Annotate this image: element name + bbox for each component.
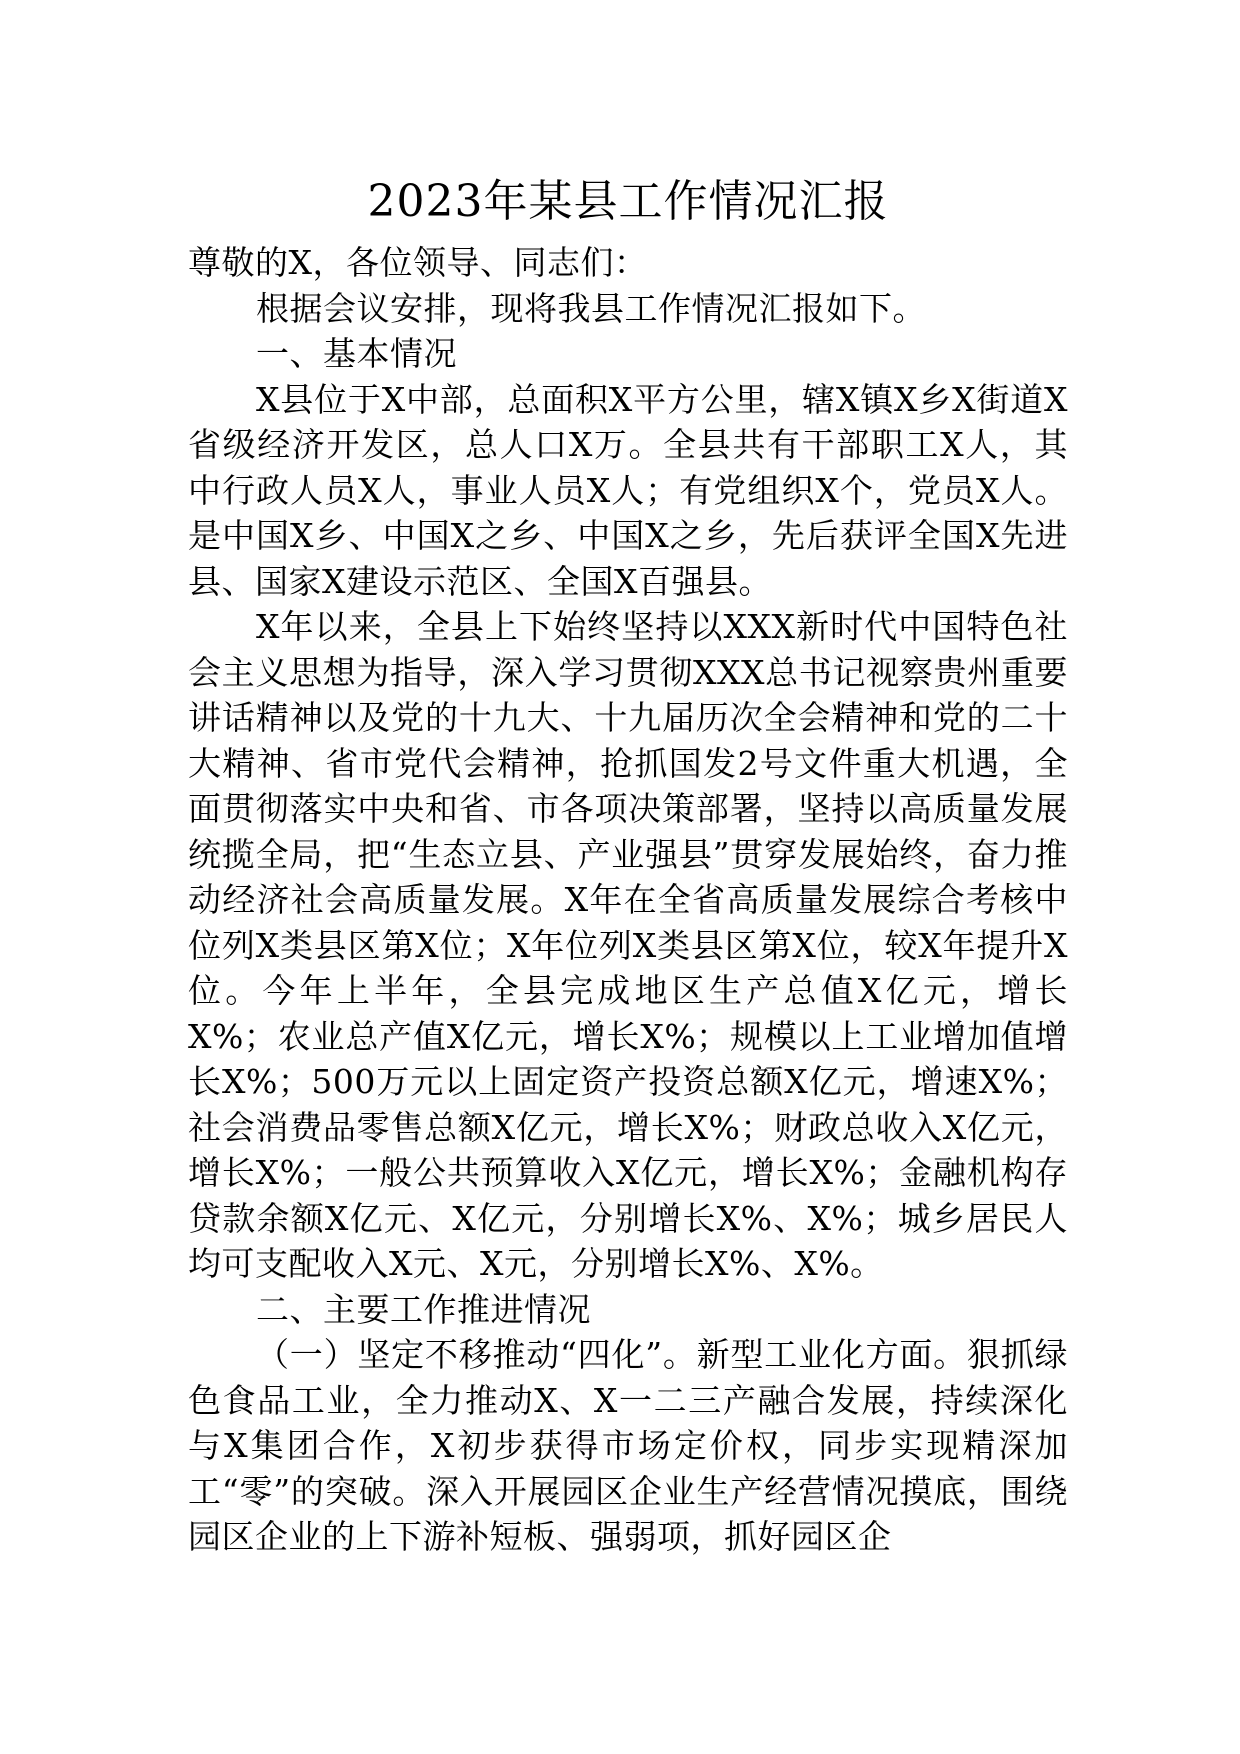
paragraph-four-modernizations: （一）坚定不移推动“四化”。新型工业化方面。狠抓绿色食品工业，全力推动X、X一二三产融合发展，持续深化与X集团合作，X初步获得市场定价权，同步实现精深加工“零”的突破。深入开展园区企业生产经营情况摸底，围绕园区企业的上下游补短板、强弱项，抓好园区企 — [188, 1335, 1068, 1556]
paragraph-county-overview: X县位于X中部，总面积X平方公里，辖X镇X乡X街道X省级经济开发区，总人口X万。全县共有干部职工X人，其中行政人员X人，事业人员X人；有党组织X个，党员X人。是中国X乡、中国X之乡、中国X之乡，先后获评全国X先进县、国家X建设示范区、全国X百强县。 — [188, 379, 1068, 601]
document-title: 2023年某县工作情况汇报 — [367, 176, 889, 227]
section-heading-main-work: 二、主要工作推进情况 — [256, 1289, 591, 1329]
document-body — [188, 162, 1068, 1560]
section-heading-basic-situation: 一、基本情况 — [256, 334, 457, 373]
intro-paragraph: 根据会议安排，现将我县工作情况汇报如下。 — [256, 288, 926, 328]
salutation: 尊敬的X，各位领导、同志们： — [188, 243, 648, 282]
paragraph-development-summary: X年以来，全县上下始终坚持以XXX新时代中国特色社会主义思想为指导，深入学习贯彻XXX总书记视察贵州重要讲话精神以及党的十九大、十九届历次全会精神和党的二十大精神、省市党代会精神，抢抓国发2号文件重大机遇，全面贯彻落实中央和省、市各项决策部署，坚持以高质量发展统揽全局，把“生态立县、产业强县”贯穿发展始终，奋力推动经济社会高质量发展。X年在全省高质量发展综合考核中位列X类县区第X位；X年位列X类县区第X位，较X年提升X位。今年上半年，全县完成地区生产总值X亿元，增长X%；农业总产值X亿元，增长X%；规模以上工业增加值增长X%；500万元以上固定资产投资总额X亿元，增速X%；社会消费品零售总额X亿元，增长X%；财政总收入X亿元，增长X%；一般公共预算收入X亿元，增长X%；金融机构存贷款余额X亿元、X亿元，分别增长X%、X%；城乡居民人均可支配收入X元、X元，分别增长X%、X%。 — [188, 607, 1068, 1283]
